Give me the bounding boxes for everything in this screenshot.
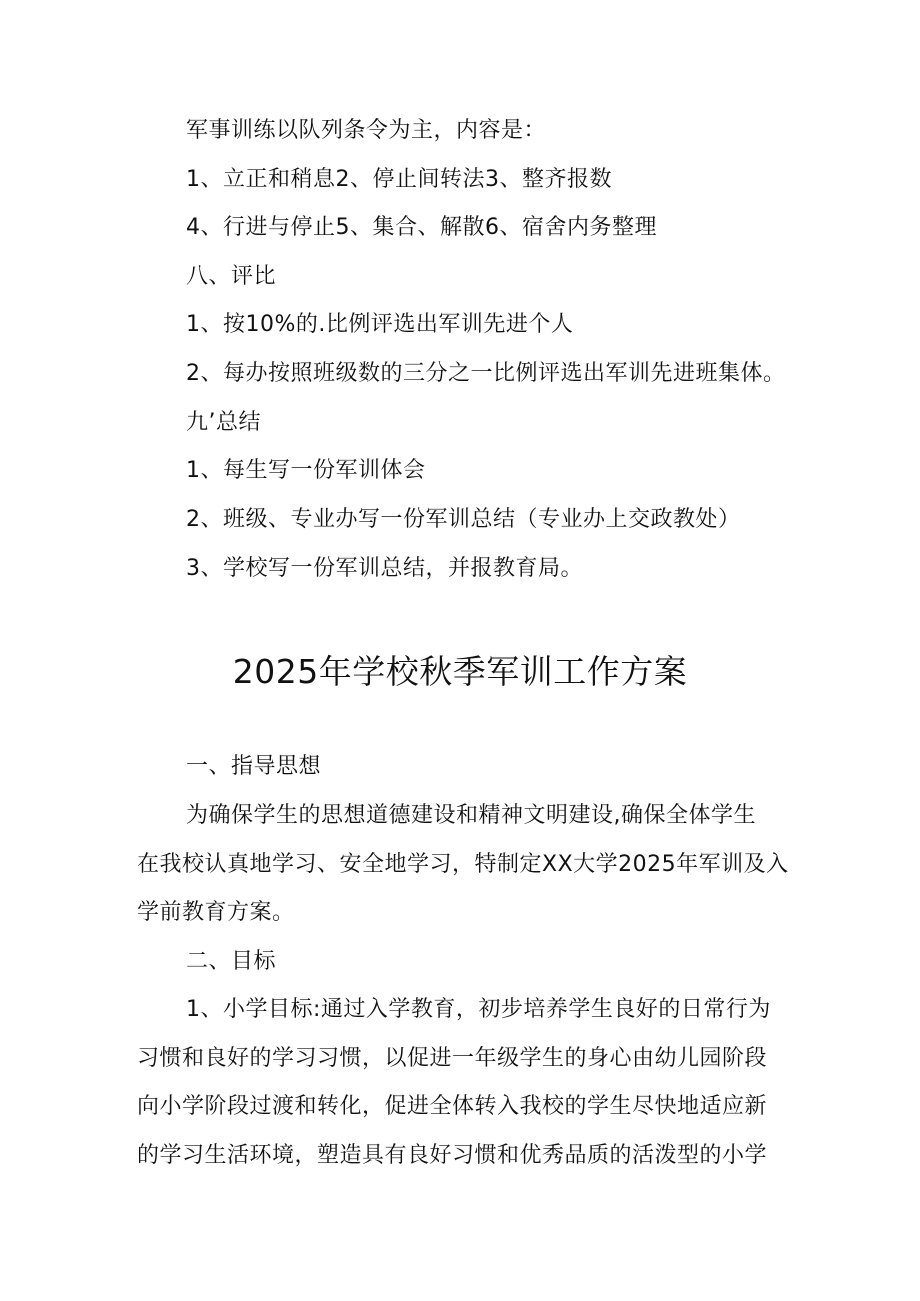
goal-paragraph-line-2: 习惯和良好的学习习惯，以促进一年级学生的身心由幼儿园阶段 — [137, 1046, 768, 1071]
goal-paragraph-line-3: 向小学阶段过渡和转化，促进全体转入我校的学生尽快地适应新 — [137, 1094, 768, 1119]
section-heading-goals: 二、目标 — [186, 949, 277, 974]
summary-item-2: 2、班级、专业办写一份军训总结（专业办上交政教处） — [186, 507, 741, 532]
training-items-line-1: 1、立正和稍息2、停止间转法3、整齐报数 — [186, 167, 612, 192]
training-items-line-2: 4、行进与停止5、集合、解散6、宿舍内务整理 — [186, 215, 657, 240]
document-title: 2025年学校秋季军训工作方案 — [232, 652, 688, 691]
guiding-paragraph-line-1: 为确保学生的思想道德建设和精神文明建设,确保全体学生 — [186, 803, 756, 828]
guiding-paragraph-line-2: 在我校认真地学习、安全地学习，特制定XX大学2025年军训及入 — [137, 852, 789, 877]
section-heading-evaluation: 八、评比 — [186, 264, 277, 289]
summary-item-3: 3、学校写一份军训总结，并报教育局。 — [186, 556, 583, 581]
section-heading-guiding-ideology: 一、指导思想 — [186, 754, 322, 779]
section-heading-summary: 九’总结 — [186, 410, 261, 435]
training-content-intro: 军事训练以队列条令为主，内容是： — [186, 118, 547, 143]
evaluation-item-1: 1、按10%的.比例评选出军训先进个人 — [186, 312, 574, 337]
evaluation-item-2: 2、每办按照班级数的三分之一比例评选出军训先进班集体。 — [186, 361, 786, 386]
summary-item-1: 1、每生写一份军训体会 — [186, 458, 426, 483]
goal-paragraph-line-4: 的学习生活环境，塑造具有良好习惯和优秀品质的活泼型的小学 — [137, 1143, 768, 1168]
goal-paragraph-line-1: 1、小学目标:通过入学教育，初步培养学生良好的日常行为 — [186, 997, 771, 1022]
guiding-paragraph-line-3: 学前教育方案。 — [137, 900, 295, 925]
